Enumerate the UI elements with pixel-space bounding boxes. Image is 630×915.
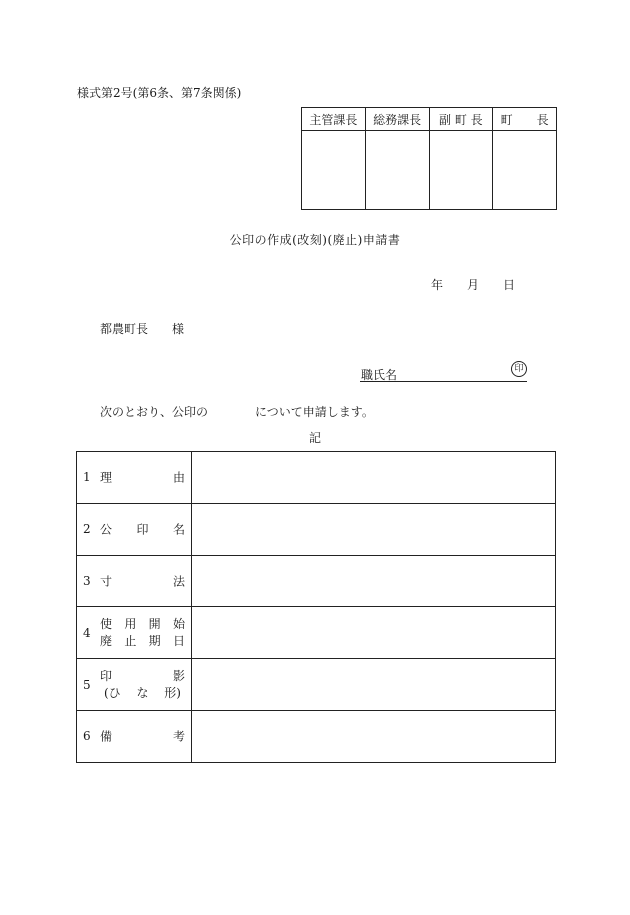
table-row — [77, 555, 556, 607]
approval-stamp-table — [301, 107, 557, 210]
approval-stamp-cell[interactable] — [429, 131, 493, 210]
row-label-dimensions: 寸 法 — [100, 574, 185, 589]
application-table — [76, 451, 556, 763]
row-number: 6 — [83, 729, 91, 744]
addressee: 都農町長 様 — [100, 322, 185, 336]
row-number: 2 — [83, 522, 91, 537]
request-text-before: 次のとおり、公印の — [100, 405, 209, 419]
date-year-label: 年 — [431, 278, 444, 292]
reason-field[interactable] — [192, 452, 556, 504]
approval-header-chief: 主管課長 — [302, 108, 366, 131]
document-title: 公印の作成(改刻)(廃止)申請書 — [229, 233, 401, 247]
table-row — [77, 607, 556, 659]
approval-stamp-cell[interactable] — [302, 131, 366, 210]
remarks-field[interactable] — [192, 710, 556, 762]
date-line — [431, 276, 515, 293]
form-number-label: 様式第2号(第6条、第7条関係) — [77, 86, 242, 100]
date-day-label: 日 — [503, 278, 516, 292]
row-label-start-end-date: 使 用 開 始 廃 止 期 日 — [100, 616, 185, 648]
table-row — [77, 503, 556, 555]
row-label-reason: 理 由 — [100, 470, 185, 485]
table-row — [77, 710, 556, 762]
row-number: 3 — [83, 573, 91, 588]
seal-name-field[interactable] — [192, 503, 556, 555]
start-end-date-field[interactable] — [192, 607, 556, 659]
approval-header-mayor: 町 長 — [493, 108, 557, 131]
row-label-seal-impression: 印 影 (ひ な 形) — [100, 668, 185, 700]
signer-field[interactable] — [360, 365, 527, 382]
ki-heading: 記 — [308, 431, 321, 445]
row-label-seal-name: 公 印 名 — [100, 522, 185, 537]
request-text-after: について申請します。 — [255, 405, 374, 419]
seal-impression-field[interactable] — [192, 659, 556, 711]
row-number: 1 — [83, 470, 91, 485]
approval-header-deputy-mayor: 副 町 長 — [429, 108, 493, 131]
row-number: 4 — [83, 625, 91, 640]
approval-stamp-cell[interactable] — [365, 131, 429, 210]
table-row — [77, 659, 556, 711]
seal-icon: 印 — [511, 361, 527, 377]
row-label-remarks: 備 考 — [100, 729, 185, 744]
table-row — [77, 452, 556, 504]
dimensions-field[interactable] — [192, 555, 556, 607]
request-statement — [100, 403, 374, 420]
row-number: 5 — [83, 677, 91, 692]
approval-stamp-cell[interactable] — [493, 131, 557, 210]
signer-label: 職氏名 — [361, 368, 398, 382]
date-month-label: 月 — [467, 278, 480, 292]
approval-header-general-affairs: 総務課長 — [365, 108, 429, 131]
